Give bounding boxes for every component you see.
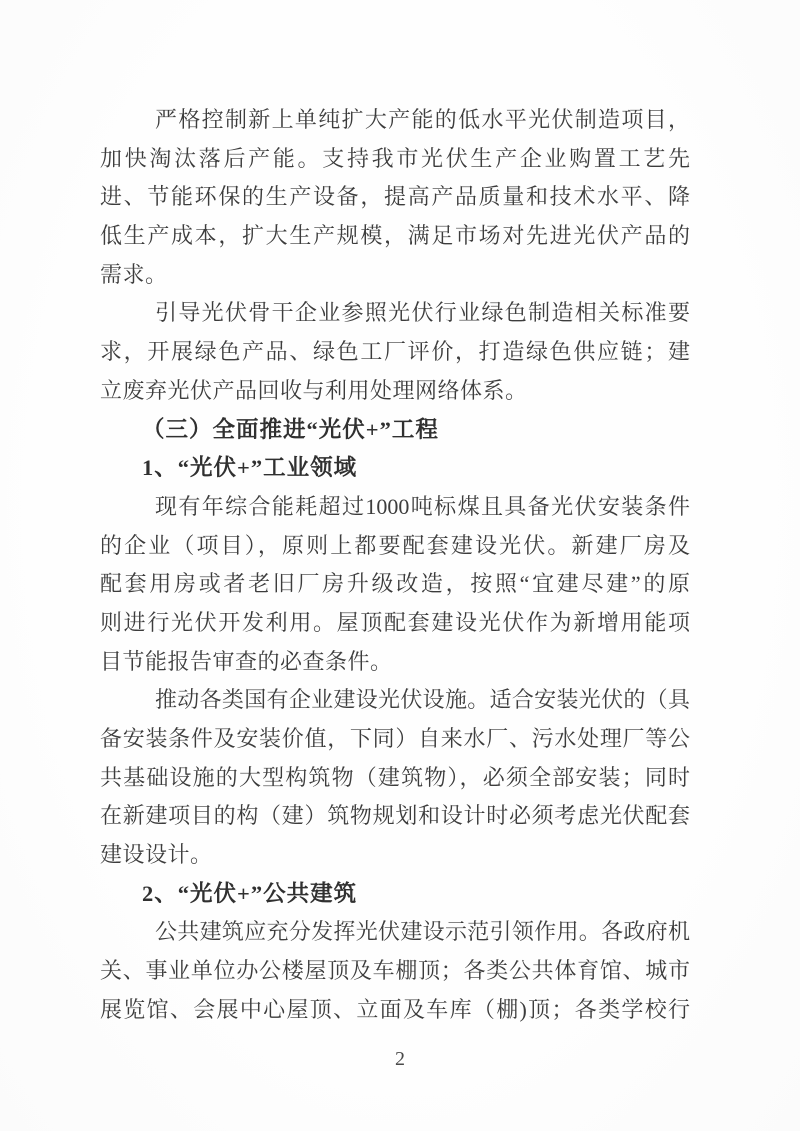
text-line: 关、事业单位办公楼屋顶及车棚顶；各类公共体育馆、城市	[100, 958, 690, 984]
text-line: 公共建筑应充分发挥光伏建设示范引领作用。各政府机	[155, 919, 690, 945]
text-line: 严格控制新上单纯扩大产能的低水平光伏制造项目，	[155, 107, 690, 132]
text-line: 共基础设施的大型构筑物（建筑物），必须全部安装；同时	[100, 764, 690, 790]
text-line: 建设设计。	[100, 842, 213, 868]
heading-line: 1、“光伏+”工业领域	[142, 455, 358, 481]
page-number: 2	[395, 1048, 405, 1070]
text-line: 目节能报告审查的必查条件。	[100, 648, 393, 674]
text-line: 引导光伏骨干企业参照光伏行业绿色制造相关标准要	[155, 300, 690, 326]
text-line: 配套用房或者老旧厂房升级改造，按照“宜建尽建”的原	[100, 571, 690, 597]
text-line: 立废弃光伏产品回收与利用处理网络体系。	[100, 377, 528, 403]
text-line: 低生产成本，扩大生产规模，满足市场对先进光伏产品的	[100, 223, 690, 249]
text-line: 进、节能环保的生产设备，提高产品质量和技术水平、降	[100, 184, 690, 210]
text-line: 在新建项目的构（建）筑物规划和设计时必须考虑光伏配套	[100, 803, 690, 829]
text-line: 备安装条件及安装价值，下同）自来水厂、污水处理厂等公	[100, 726, 690, 751]
heading-line: 2、“光伏+”公共建筑	[142, 880, 358, 906]
text-line: 展览馆、会展中心屋顶、立面及车库（棚)顶；各类学校行	[100, 996, 690, 1022]
document-text-block	[100, 101, 690, 1030]
text-line: 的企业（项目），原则上都要配套建设光伏。新建厂房及	[100, 532, 690, 558]
text-line: 求，开展绿色产品、绿色工厂评价，打造绿色供应链；建	[100, 339, 690, 365]
text-line: 则进行光伏开发利用。屋顶配套建设光伏作为新增用能项	[100, 609, 690, 635]
text-line: 需求。	[100, 261, 168, 287]
heading-line: （三）全面推进“光伏+”工程	[142, 416, 439, 442]
text-line: 现有年综合能耗超过1000吨标煤且具备光伏安装条件	[155, 493, 690, 519]
text-line: 推动各类国有企业建设光伏设施。适合安装光伏的（具	[155, 687, 690, 713]
text-line: 加快淘汰落后产能。支持我市光伏生产企业购置工艺先	[100, 145, 690, 171]
